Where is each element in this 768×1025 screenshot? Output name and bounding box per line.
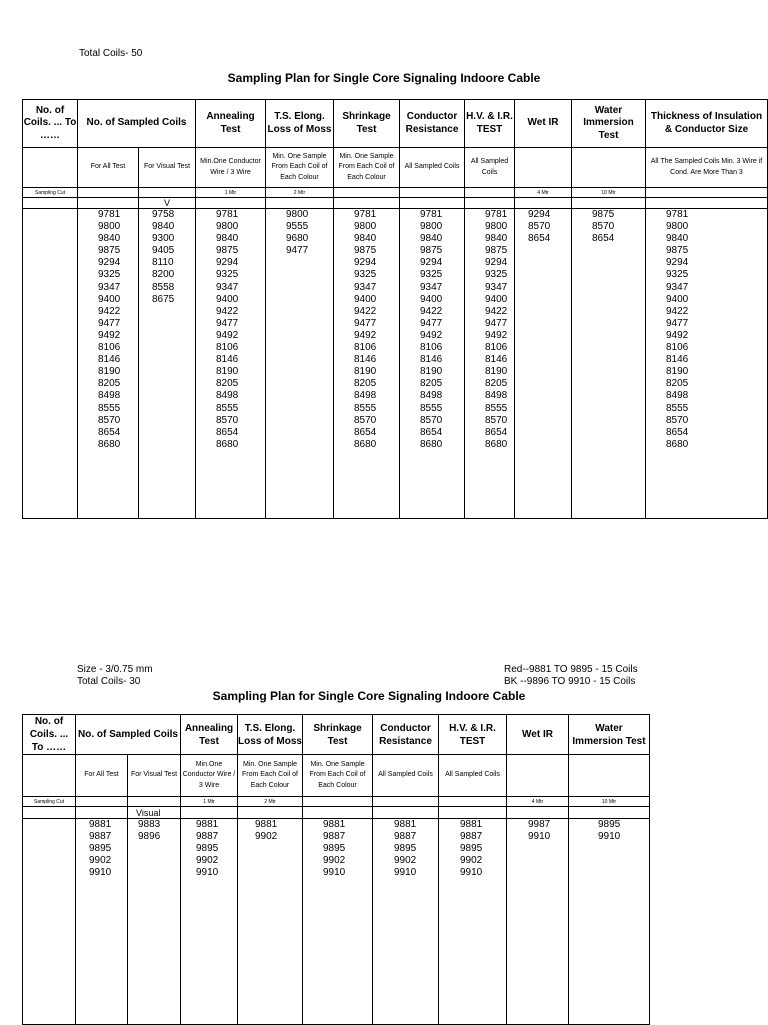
coil-number: 9422 [485, 305, 508, 317]
coil-number: 9910 [460, 867, 483, 879]
wet-ir-list [507, 819, 568, 843]
header-conductor: Conductor Resistance [373, 715, 439, 755]
coil-number: 9800 [666, 221, 689, 233]
coil-number: 9902 [196, 855, 219, 867]
header-sampled-coils: No. of Sampled Coils [76, 715, 181, 755]
coil-number: 9400 [354, 293, 377, 305]
coil-number: 9840 [216, 233, 239, 245]
coil-number: 8570 [592, 221, 615, 233]
coil-number: 9910 [394, 867, 417, 879]
coil-number: 9294 [98, 257, 121, 269]
subheader-cell: Min. One Sample From Each Coil of Each Colour [334, 148, 400, 188]
hv-ir-list [465, 209, 514, 451]
header-wet-ir: Wet IR [507, 715, 569, 755]
coil-number: 8205 [666, 378, 689, 390]
coil-number: 8205 [216, 378, 239, 390]
coil-number: 8570 [216, 414, 239, 426]
coil-number: 8570 [485, 414, 508, 426]
subheader-cell [507, 755, 569, 797]
coil-number: 9347 [485, 281, 508, 293]
coil-number: 9987 [528, 819, 551, 830]
conductor-list [400, 209, 464, 451]
sampling-cell [76, 797, 128, 807]
coil-number: 9758 [152, 209, 175, 220]
coil-number: 9895 [323, 843, 346, 855]
sampling-plan-table-2 [22, 714, 650, 1025]
subheader-cell: All The Sampled Coils Min. 3 Wire if Cond. Are More Than 3 [646, 148, 768, 188]
water-immersion-list [572, 209, 645, 245]
coil-number: 8146 [666, 354, 689, 366]
coil-number: 9781 [98, 209, 121, 220]
header-conductor: Conductor Resistance [400, 100, 465, 148]
header-row [23, 100, 768, 148]
subheader-row [23, 148, 768, 188]
coil-number: 9781 [485, 209, 508, 220]
sampling-cut-row-2 [23, 797, 650, 807]
coil-number: 9477 [354, 317, 377, 329]
coil-number: 9347 [420, 281, 443, 293]
coil-number: 8570 [528, 221, 551, 233]
coil-number: 9883 [138, 819, 161, 830]
coil-number: 9881 [460, 819, 483, 830]
header-ts-elong: T.S. Elong. Loss of Moss [266, 100, 334, 148]
coil-number: 8654 [485, 426, 508, 438]
sampling-cell [128, 797, 181, 807]
coil-number: 9325 [216, 269, 239, 281]
coil-number: 8680 [666, 438, 689, 450]
header-shrinkage: Shrinkage Test [303, 715, 373, 755]
coil-number: 9477 [216, 317, 239, 329]
coil-number: 9422 [216, 305, 239, 317]
subheader-cell: Min.One Conductor Wire / 3 Wire [196, 148, 266, 188]
data-row-2 [23, 819, 650, 1025]
sampling-cell [439, 797, 507, 807]
subheader-cell: Min. One Sample From Each Coil of Each Colour [238, 755, 303, 797]
coil-number: 9300 [152, 233, 175, 245]
coil-number: 9492 [485, 329, 508, 341]
sampling-plan-table [22, 99, 768, 519]
coil-number: 9325 [98, 269, 121, 281]
hv-ir-list [439, 819, 506, 879]
coil-number: 8680 [98, 438, 121, 450]
coil-number: 9910 [528, 831, 551, 843]
sampling-cell: 4 Mtr [515, 188, 572, 198]
header-water: Water Immersion Test [569, 715, 650, 755]
coil-number: 9294 [354, 257, 377, 269]
coil-number: 9294 [420, 257, 443, 269]
header-sampled-coils: No. of Sampled Coils [78, 100, 196, 148]
sampling-cell [646, 188, 768, 198]
coil-number: 8106 [485, 342, 508, 354]
coil-number: 9477 [485, 317, 508, 329]
thickness-list [646, 209, 767, 451]
coil-number: 9400 [216, 293, 239, 305]
coil-number: 8146 [354, 354, 377, 366]
subheader-cell: For All Test [78, 148, 139, 188]
coil-number: 9294 [528, 209, 551, 220]
coil-number: 8498 [216, 390, 239, 402]
coil-number: 8106 [420, 342, 443, 354]
coil-number: 8654 [420, 426, 443, 438]
coil-number: 8680 [420, 438, 443, 450]
coil-number: 9895 [460, 843, 483, 855]
coil-number: 8675 [152, 293, 175, 305]
header-no-of-coils: No. of Coils. ... To …… [23, 100, 78, 148]
coil-number: 9325 [420, 269, 443, 281]
sampling-cell [465, 188, 515, 198]
coil-number: 8555 [216, 402, 239, 414]
coil-number: 8146 [420, 354, 443, 366]
coil-number: 9881 [394, 819, 417, 830]
coil-number: 9294 [666, 257, 689, 269]
coil-number: 9887 [394, 831, 417, 843]
coil-number: 9902 [394, 855, 417, 867]
coil-number: 9902 [89, 855, 112, 867]
coil-number: 9325 [666, 269, 689, 281]
coil-number: 9422 [354, 305, 377, 317]
coil-number: 8190 [666, 366, 689, 378]
coil-number: 9895 [394, 843, 417, 855]
coil-number: 9910 [196, 867, 219, 879]
sampling-cell: 2 Mtr [266, 188, 334, 198]
coil-number: 9680 [286, 233, 309, 245]
coil-number: 9800 [98, 221, 121, 233]
coil-number: 9887 [89, 831, 112, 843]
coil-number: 9347 [216, 281, 239, 293]
sampling-cell: 1 Mtr [196, 188, 266, 198]
coil-number: 9477 [666, 317, 689, 329]
coil-number: 9840 [354, 233, 377, 245]
sampling-cell: 10 Mtr [569, 797, 650, 807]
subheader-cell: For Visual Test [128, 755, 181, 797]
header-no-of-coils: No. of Coils. ... To …… [23, 715, 76, 755]
sampling-cell: 4 Mtr [507, 797, 569, 807]
coil-number: 8654 [98, 426, 121, 438]
subheader-cell: For All Test [76, 755, 128, 797]
coil-number: 8555 [485, 402, 508, 414]
page-title: Sampling Plan for Single Core Signaling Indoore Cable [227, 71, 541, 85]
coil-number: 9325 [485, 269, 508, 281]
header-annealing: Annealing Test [181, 715, 238, 755]
coil-number: 9895 [196, 843, 219, 855]
header-row-2 [23, 715, 650, 755]
coil-number: 9910 [89, 867, 112, 879]
coil-number: 9875 [666, 245, 689, 257]
coil-number: 9422 [420, 305, 443, 317]
coil-number: 8680 [485, 438, 508, 450]
coil-number: 9781 [354, 209, 377, 220]
header-water: Water Immersion Test [572, 100, 646, 148]
coil-number: 9555 [286, 221, 309, 233]
coil-number: 9477 [420, 317, 443, 329]
coil-number: 9875 [420, 245, 443, 257]
coil-number: 9840 [420, 233, 443, 245]
coil-number: 8555 [354, 402, 377, 414]
page-title-2: Sampling Plan for Single Core Signaling Indoore Cable [212, 689, 526, 703]
wet-ir-list [515, 209, 571, 245]
coil-number: 8570 [420, 414, 443, 426]
coil-number: 8205 [354, 378, 377, 390]
coil-number: 9781 [666, 209, 689, 220]
coil-number: 9875 [216, 245, 239, 257]
water-immersion-list [569, 819, 649, 843]
coil-number: 9294 [485, 257, 508, 269]
subheader-cell: All Sampled Coils [373, 755, 439, 797]
coil-number: 9422 [666, 305, 689, 317]
sampling-cell: 10 Mtr [572, 188, 646, 198]
coil-number: 8190 [98, 366, 121, 378]
sampling-cell [334, 188, 400, 198]
subheader-cell: All Sampled Coils [400, 148, 465, 188]
header-hv-ir: H.V. & I.R. TEST [439, 715, 507, 755]
coil-number: 9400 [666, 293, 689, 305]
coil-number: 9492 [354, 329, 377, 341]
annealing-list [181, 819, 237, 879]
coil-number: 8106 [98, 342, 121, 354]
coil-number: 9887 [460, 831, 483, 843]
coil-number: 8558 [152, 281, 175, 293]
sampling-cell [373, 797, 439, 807]
coil-number: 8146 [216, 354, 239, 366]
coil-number: 9902 [323, 855, 346, 867]
coil-number: 9881 [89, 819, 112, 830]
coil-number: 9800 [354, 221, 377, 233]
total-coils-label: Total Coils- 50 [79, 48, 143, 59]
coil-number: 9910 [323, 867, 346, 879]
subheader-row-2 [23, 755, 650, 797]
coil-number: 9400 [420, 293, 443, 305]
coil-number: 9875 [354, 245, 377, 257]
coil-number: 8190 [485, 366, 508, 378]
coil-number: 8146 [485, 354, 508, 366]
coil-number: 9294 [216, 257, 239, 269]
coil-number: 8498 [666, 390, 689, 402]
coil-number: 9347 [354, 281, 377, 293]
coil-number: 9405 [152, 245, 175, 257]
sampling-cell [78, 188, 139, 198]
ts-elong-list [266, 209, 333, 257]
coil-number: 9895 [598, 819, 621, 830]
conductor-list [373, 819, 438, 879]
coil-number: 8205 [98, 378, 121, 390]
coil-number: 9840 [98, 233, 121, 245]
coil-number: 9840 [485, 233, 508, 245]
sampling-cell: Sampling Cut [23, 797, 76, 807]
visual-mark-row-2 [23, 807, 650, 819]
coil-number: 9800 [420, 221, 443, 233]
coil-number: 9400 [485, 293, 508, 305]
sampling-cell: 2 Mtr [238, 797, 303, 807]
coil-number: 8570 [666, 414, 689, 426]
coil-number: 8498 [98, 390, 121, 402]
shrinkage-list [303, 819, 372, 879]
coil-number: 8654 [666, 426, 689, 438]
coil-number: 8498 [485, 390, 508, 402]
sampling-cell [303, 797, 373, 807]
coil-number: 8654 [528, 233, 551, 245]
coil-number: 9875 [485, 245, 508, 257]
coil-number: 8555 [98, 402, 121, 414]
coil-number: 8200 [152, 269, 175, 281]
subheader-cell: Min.One Conductor Wire / 3 Wire [181, 755, 238, 797]
coil-number: 8106 [666, 342, 689, 354]
coil-number: 9881 [196, 819, 219, 830]
coil-number: 9492 [98, 329, 121, 341]
coil-number: 9492 [420, 329, 443, 341]
sampling-cell [139, 188, 196, 198]
header-shrinkage: Shrinkage Test [334, 100, 400, 148]
coil-number: 9895 [89, 843, 112, 855]
coil-number: 9896 [138, 831, 161, 843]
coil-number: 8654 [354, 426, 377, 438]
header-wet-ir: Wet IR [515, 100, 572, 148]
header-hv-ir: H.V. & I.R. TEST [465, 100, 515, 148]
coil-number: 9887 [196, 831, 219, 843]
coil-number: 9347 [98, 281, 121, 293]
total-coils-label-2: Total Coils- 30 [77, 676, 141, 687]
for-all-test-list [78, 209, 138, 451]
subheader-cell: All Sampled Coils [465, 148, 515, 188]
header-annealing: Annealing Test [196, 100, 266, 148]
data-row [23, 209, 768, 519]
for-all-test-list [76, 819, 127, 879]
coil-number: 9875 [98, 245, 121, 257]
coil-number: 9800 [286, 209, 309, 220]
shrinkage-list [334, 209, 399, 451]
coil-number: 9881 [323, 819, 346, 830]
subheader-cell [23, 148, 78, 188]
sampling-cell: Sampling Cut [23, 188, 78, 198]
coil-number: 8654 [216, 426, 239, 438]
coil-number: 8106 [354, 342, 377, 354]
coil-number: 8570 [354, 414, 377, 426]
coil-number: 8654 [592, 233, 615, 245]
coil-number: 8106 [216, 342, 239, 354]
ts-elong-list [238, 819, 302, 843]
coil-number: 8205 [485, 378, 508, 390]
coil-number: 9477 [286, 245, 309, 257]
red-range-label: Red--9881 TO 9895 - 15 Coils [504, 664, 638, 675]
subheader-cell: Min. One Sample From Each Coil of Each Colour [303, 755, 373, 797]
subheader-cell: For Visual Test [139, 148, 196, 188]
coil-number: 9910 [598, 831, 621, 843]
coil-number: 9492 [666, 329, 689, 341]
coil-number: 9800 [485, 221, 508, 233]
coil-number: 8498 [420, 390, 443, 402]
coil-number: 8110 [152, 257, 174, 269]
coil-number: 9781 [420, 209, 443, 220]
subheader-cell [515, 148, 572, 188]
subheader-cell: Min. One Sample From Each Coil of Each Colour [266, 148, 334, 188]
subheader-cell [569, 755, 650, 797]
coil-number: 9325 [354, 269, 377, 281]
coil-number: 8498 [354, 390, 377, 402]
visual-mark: V [139, 198, 196, 209]
coil-number: 9492 [216, 329, 239, 341]
coil-number: 9422 [98, 305, 121, 317]
sampling-cell [400, 188, 465, 198]
header-thickness: Thickness of Insulation & Conductor Size [646, 100, 768, 148]
coil-number: 9477 [98, 317, 121, 329]
sampling-cell: 1 Mtr [181, 797, 238, 807]
size-label: Size - 3/0.75 mm [77, 664, 153, 675]
coil-number: 8680 [216, 438, 239, 450]
visual-mark: Visual [128, 807, 181, 819]
coil-number: 9902 [255, 831, 278, 843]
coil-number: 9400 [98, 293, 121, 305]
coil-number: 8555 [666, 402, 689, 414]
coil-number: 9800 [216, 221, 239, 233]
for-visual-test-list [128, 819, 180, 843]
coil-number: 9781 [216, 209, 239, 220]
coil-number: 8146 [98, 354, 121, 366]
coil-number: 9840 [152, 221, 175, 233]
coil-number: 8190 [420, 366, 443, 378]
coil-number: 9887 [323, 831, 346, 843]
coil-number: 8555 [420, 402, 443, 414]
sampling-cut-row [23, 188, 768, 198]
coil-number: 8570 [98, 414, 121, 426]
header-ts-elong: T.S. Elong. Loss of Moss [238, 715, 303, 755]
coil-number: 9881 [255, 819, 278, 830]
bk-range-label: BK --9896 TO 9910 - 15 Coils [504, 676, 636, 687]
subheader-cell [572, 148, 646, 188]
coil-number: 9840 [666, 233, 689, 245]
coil-number: 9347 [666, 281, 689, 293]
coil-number: 8190 [216, 366, 239, 378]
coil-number: 8190 [354, 366, 377, 378]
coil-number: 8680 [354, 438, 377, 450]
coil-number: 9875 [592, 209, 615, 220]
coil-number: 8205 [420, 378, 443, 390]
annealing-list [196, 209, 265, 451]
subheader-cell [23, 755, 76, 797]
for-visual-test-list [139, 209, 195, 306]
visual-mark-row [23, 198, 768, 209]
coil-number: 9902 [460, 855, 483, 867]
subheader-cell: All Sampled Coils [439, 755, 507, 797]
